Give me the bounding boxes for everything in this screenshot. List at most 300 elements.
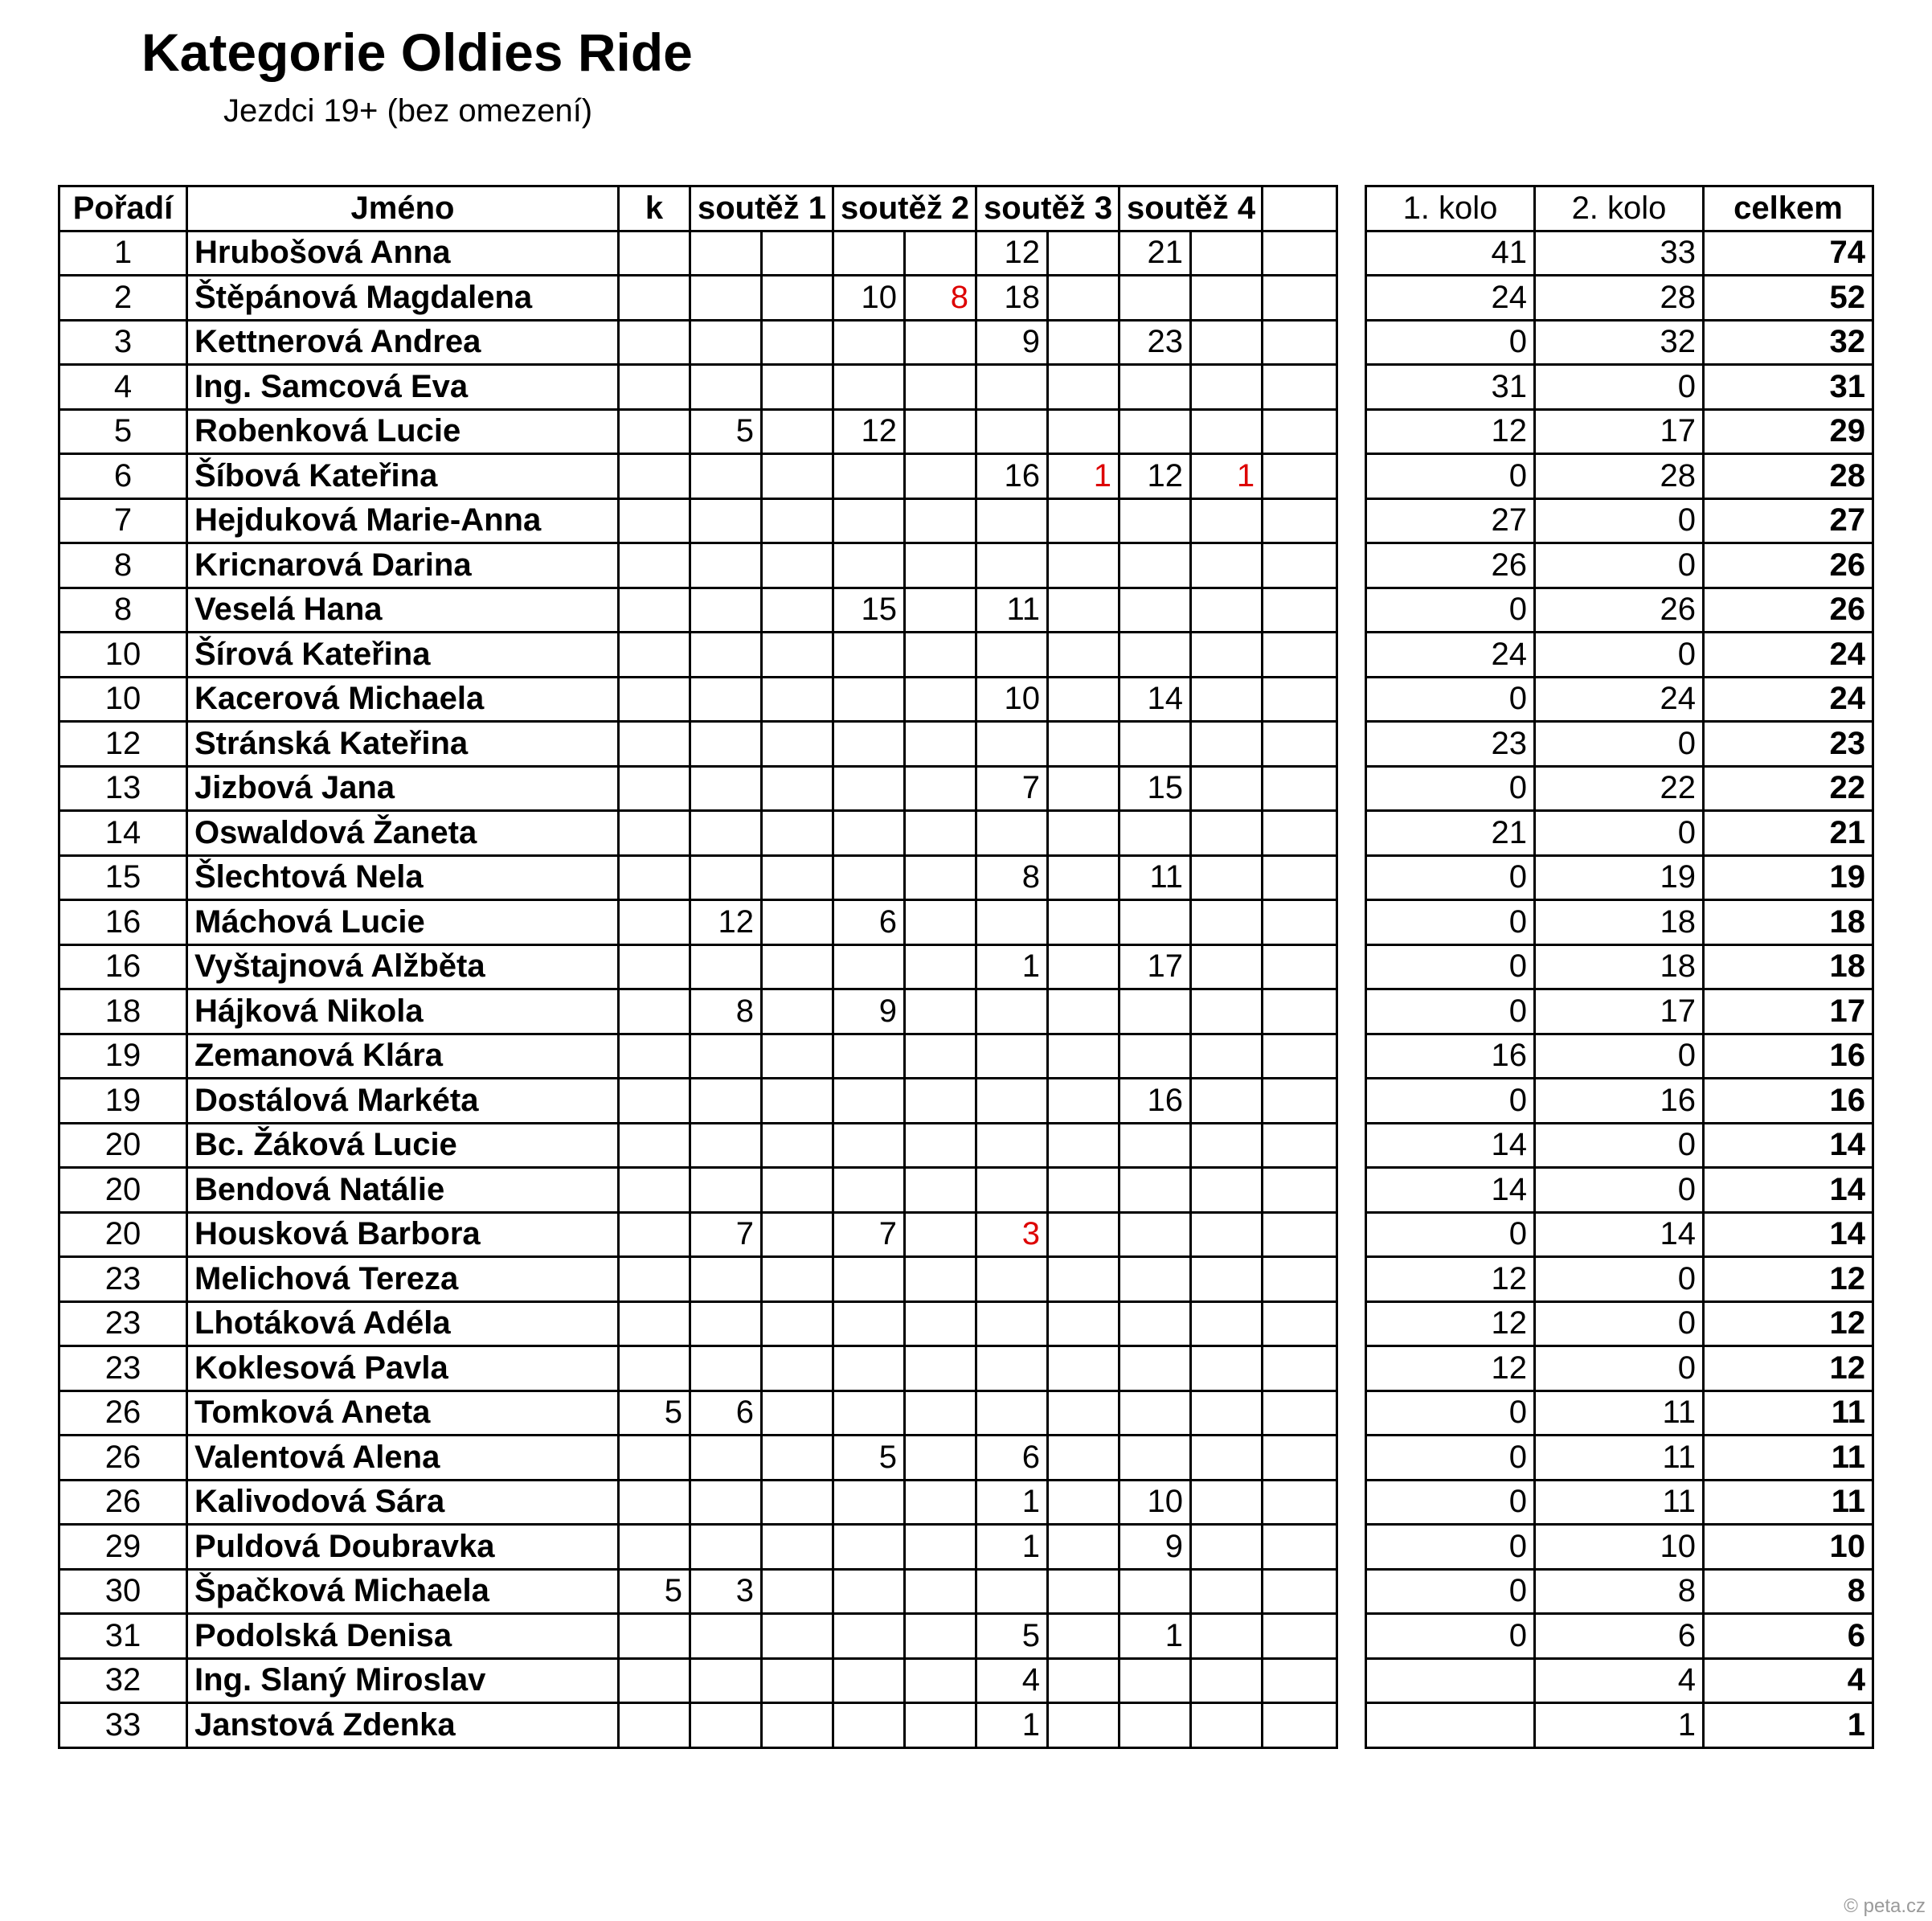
summary-row	[1366, 944, 1873, 989]
k-cell	[619, 944, 690, 989]
extra-cell	[1263, 454, 1337, 499]
round-1-cell: 0	[1366, 677, 1535, 722]
round-2-cell: 28	[1535, 276, 1704, 321]
name-cell: Melichová Tereza	[187, 1257, 619, 1302]
table-row	[59, 722, 1337, 767]
page-subtitle: Jezdci 19+ (bez omezení)	[223, 93, 593, 129]
k-cell	[619, 498, 690, 543]
contest-1-bonus-cell	[762, 365, 833, 410]
contest-2-bonus-cell	[905, 1480, 976, 1525]
round-1-cell: 24	[1366, 633, 1535, 678]
extra-cell	[1263, 409, 1337, 454]
table-row	[59, 454, 1337, 499]
k-cell	[619, 1703, 690, 1748]
k-cell	[619, 588, 690, 633]
total-cell: 10	[1704, 1525, 1873, 1570]
rank-cell: 20	[59, 1123, 187, 1168]
contest-1-score-cell	[690, 633, 762, 678]
round-2-cell: 26	[1535, 588, 1704, 633]
contest-4-bonus-cell	[1191, 409, 1263, 454]
contest-2-bonus-cell	[905, 1569, 976, 1614]
round-1-cell: 12	[1366, 1257, 1535, 1302]
contest-1-score-cell: 3	[690, 1569, 762, 1614]
contest-3-bonus-cell	[1048, 320, 1119, 365]
extra-cell	[1263, 1079, 1337, 1124]
contest-2-score-cell	[833, 766, 905, 811]
round-1-cell: 0	[1366, 454, 1535, 499]
contest-4-bonus-cell	[1191, 1123, 1263, 1168]
contest-4-score-cell	[1119, 811, 1191, 856]
contest-2-score-cell	[833, 1391, 905, 1436]
contest-4-bonus-cell	[1191, 1079, 1263, 1124]
contest-2-score-cell	[833, 454, 905, 499]
contest-3-score-cell: 10	[976, 677, 1048, 722]
contest-1-bonus-cell	[762, 811, 833, 856]
rank-cell: 6	[59, 454, 187, 499]
results-header-row	[59, 186, 1337, 231]
k-cell	[619, 231, 690, 276]
name-cell: Šlechtová Nela	[187, 855, 619, 900]
k-cell	[619, 1614, 690, 1659]
total-cell: 14	[1704, 1212, 1873, 1257]
round-2-cell: 32	[1535, 320, 1704, 365]
name-cell: Podolská Denisa	[187, 1614, 619, 1659]
round-2-cell: 0	[1535, 498, 1704, 543]
contest-4-score-cell: 10	[1119, 1480, 1191, 1525]
contest-3-bonus-cell	[1048, 543, 1119, 588]
contest-4-bonus-cell	[1191, 1301, 1263, 1346]
contest-2-bonus-cell	[905, 1391, 976, 1436]
extra-cell	[1263, 320, 1337, 365]
contest-4-score-cell	[1119, 588, 1191, 633]
round-1-cell: 0	[1366, 766, 1535, 811]
total-cell: 17	[1704, 989, 1873, 1034]
table-row	[59, 989, 1337, 1034]
contest-2-bonus-cell	[905, 1346, 976, 1391]
extra-cell	[1263, 1168, 1337, 1213]
contest-1-score-cell	[690, 1480, 762, 1525]
contest-1-bonus-cell	[762, 1480, 833, 1525]
contest-4-score-cell	[1119, 1658, 1191, 1703]
contest-3-bonus-cell	[1048, 900, 1119, 945]
round-1-cell: 0	[1366, 1212, 1535, 1257]
contest-1-score-cell: 5	[690, 409, 762, 454]
table-row	[59, 365, 1337, 410]
contest-3-bonus-cell	[1048, 1703, 1119, 1748]
round-1-cell: 0	[1366, 944, 1535, 989]
summary-row	[1366, 811, 1873, 856]
name-cell: Jizbová Jana	[187, 766, 619, 811]
contest-2-bonus-cell	[905, 855, 976, 900]
total-cell: 26	[1704, 543, 1873, 588]
contest-4-bonus-cell	[1191, 944, 1263, 989]
total-cell: 19	[1704, 855, 1873, 900]
table-row	[59, 900, 1337, 945]
contest-3-bonus-cell	[1048, 1123, 1119, 1168]
contest-4-score-cell: 14	[1119, 677, 1191, 722]
round-1-cell: 0	[1366, 989, 1535, 1034]
total-cell: 28	[1704, 454, 1873, 499]
k-cell	[619, 722, 690, 767]
rank-cell: 3	[59, 320, 187, 365]
total-cell: 27	[1704, 498, 1873, 543]
rank-cell: 23	[59, 1301, 187, 1346]
rank-cell: 16	[59, 900, 187, 945]
name-cell: Oswaldová Žaneta	[187, 811, 619, 856]
extra-cell	[1263, 1123, 1337, 1168]
contest-2-bonus-cell	[905, 1257, 976, 1302]
contest-3-score-cell: 7	[976, 766, 1048, 811]
contest-4-score-cell	[1119, 1436, 1191, 1481]
contest-3-score-cell	[976, 498, 1048, 543]
contest-3-bonus-cell	[1048, 409, 1119, 454]
table-row	[59, 1346, 1337, 1391]
contest-1-bonus-cell	[762, 454, 833, 499]
contest-2-score-cell: 6	[833, 900, 905, 945]
round-1-cell: 0	[1366, 855, 1535, 900]
contest-1-score-cell: 12	[690, 900, 762, 945]
name-cell: Tomková Aneta	[187, 1391, 619, 1436]
total-cell: 22	[1704, 766, 1873, 811]
contest-3-score-cell	[976, 1391, 1048, 1436]
summary-row	[1366, 365, 1873, 410]
round-2-cell: 0	[1535, 1346, 1704, 1391]
contest-2-score-cell	[833, 1123, 905, 1168]
extra-cell	[1263, 498, 1337, 543]
contest-4-bonus-cell	[1191, 1346, 1263, 1391]
contest-3-bonus-cell	[1048, 1480, 1119, 1525]
round-1-cell	[1366, 1658, 1535, 1703]
rank-cell: 30	[59, 1569, 187, 1614]
extra-cell	[1263, 1525, 1337, 1570]
extra-cell	[1263, 1480, 1337, 1525]
contest-3-bonus-cell	[1048, 498, 1119, 543]
contest-3-score-cell	[976, 1301, 1048, 1346]
contest-3-bonus-cell	[1048, 944, 1119, 989]
name-cell: Špačková Michaela	[187, 1569, 619, 1614]
round-2-cell: 17	[1535, 989, 1704, 1034]
round-1-cell: 0	[1366, 1614, 1535, 1659]
round-1-cell: 12	[1366, 1301, 1535, 1346]
contest-3-score-cell: 18	[976, 276, 1048, 321]
contest-1-bonus-cell	[762, 409, 833, 454]
summary-row	[1366, 1703, 1873, 1748]
total-cell: 4	[1704, 1658, 1873, 1703]
total-cell: 12	[1704, 1257, 1873, 1302]
round-2-cell: 0	[1535, 1034, 1704, 1079]
name-cell: Housková Barbora	[187, 1212, 619, 1257]
contest-2-bonus-cell	[905, 1301, 976, 1346]
contest-1-score-cell	[690, 1658, 762, 1703]
contest-4-bonus-cell	[1191, 1569, 1263, 1614]
contest-4-score-cell	[1119, 1346, 1191, 1391]
rank-cell: 20	[59, 1168, 187, 1213]
total-cell: 26	[1704, 588, 1873, 633]
contest-4-bonus-cell	[1191, 276, 1263, 321]
contest-3-bonus-cell	[1048, 766, 1119, 811]
name-cell: Hájková Nikola	[187, 989, 619, 1034]
contest-1-score-cell	[690, 276, 762, 321]
contest-3-bonus-cell	[1048, 365, 1119, 410]
summary-row	[1366, 766, 1873, 811]
summary-header-row	[1366, 186, 1873, 231]
results-table	[58, 185, 1338, 1749]
summary-row	[1366, 320, 1873, 365]
round-2-cell: 24	[1535, 677, 1704, 722]
summary-row	[1366, 1346, 1873, 1391]
summary-row	[1366, 900, 1873, 945]
round-2-cell: 1	[1535, 1703, 1704, 1748]
contest-4-bonus-cell	[1191, 1658, 1263, 1703]
contest-2-bonus-cell	[905, 1703, 976, 1748]
contest-3-score-cell	[976, 1257, 1048, 1302]
contest-1-score-cell	[690, 1614, 762, 1659]
contest-2-bonus-cell	[905, 1212, 976, 1257]
round-1-cell: 31	[1366, 365, 1535, 410]
contest-4-bonus-cell	[1191, 588, 1263, 633]
name-cell: Šíbová Kateřina	[187, 454, 619, 499]
k-cell	[619, 633, 690, 678]
round-2-cell: 0	[1535, 543, 1704, 588]
round-2-cell: 33	[1535, 231, 1704, 276]
contest-2-score-cell	[833, 543, 905, 588]
contest-4-bonus-cell	[1191, 320, 1263, 365]
round-1-cell: 23	[1366, 722, 1535, 767]
contest-1-bonus-cell	[762, 989, 833, 1034]
name-cell: Kricnarová Darina	[187, 543, 619, 588]
contest-1-score-cell	[690, 1257, 762, 1302]
contest-2-bonus-cell	[905, 811, 976, 856]
rank-cell: 26	[59, 1480, 187, 1525]
table-row	[59, 1391, 1337, 1436]
contest-1-bonus-cell	[762, 855, 833, 900]
contest-2-score-cell	[833, 1257, 905, 1302]
contest-3-score-cell	[976, 1123, 1048, 1168]
name-cell: Puldová Doubravka	[187, 1525, 619, 1570]
round-2-cell: 0	[1535, 633, 1704, 678]
contest-4-bonus-cell	[1191, 855, 1263, 900]
summary-row	[1366, 588, 1873, 633]
total-cell: 1	[1704, 1703, 1873, 1748]
rank-cell: 1	[59, 231, 187, 276]
contest-1-bonus-cell	[762, 543, 833, 588]
contest-1-bonus-cell	[762, 276, 833, 321]
k-cell	[619, 320, 690, 365]
contest-2-bonus-cell: 8	[905, 276, 976, 321]
k-cell: 5	[619, 1391, 690, 1436]
contest-2-bonus-cell	[905, 231, 976, 276]
total-cell: 29	[1704, 409, 1873, 454]
contest-1-score-cell	[690, 1168, 762, 1213]
k-cell	[619, 1480, 690, 1525]
contest-3-score-cell	[976, 1168, 1048, 1213]
header-contest-1: soutěž 1	[690, 186, 833, 231]
total-cell: 16	[1704, 1079, 1873, 1124]
contest-2-score-cell: 5	[833, 1436, 905, 1481]
contest-3-score-cell: 8	[976, 855, 1048, 900]
contest-3-score-cell	[976, 1034, 1048, 1079]
rank-cell: 13	[59, 766, 187, 811]
total-cell: 31	[1704, 365, 1873, 410]
round-1-cell: 0	[1366, 1079, 1535, 1124]
contest-2-score-cell	[833, 1079, 905, 1124]
rank-cell: 19	[59, 1034, 187, 1079]
extra-cell	[1263, 365, 1337, 410]
contest-3-bonus-cell	[1048, 1658, 1119, 1703]
contest-3-score-cell: 1	[976, 1525, 1048, 1570]
contest-4-bonus-cell	[1191, 1480, 1263, 1525]
contest-2-score-cell	[833, 944, 905, 989]
contest-4-bonus-cell	[1191, 1436, 1263, 1481]
contest-2-score-cell	[833, 1168, 905, 1213]
round-1-cell: 12	[1366, 409, 1535, 454]
table-row	[59, 1079, 1337, 1124]
contest-4-score-cell	[1119, 1212, 1191, 1257]
name-cell: Kalivodová Sára	[187, 1480, 619, 1525]
contest-2-score-cell	[833, 1614, 905, 1659]
summary-row	[1366, 1480, 1873, 1525]
contest-1-bonus-cell	[762, 1614, 833, 1659]
contest-3-score-cell: 1	[976, 1703, 1048, 1748]
contest-4-score-cell: 9	[1119, 1525, 1191, 1570]
contest-1-bonus-cell	[762, 1079, 833, 1124]
contest-1-bonus-cell	[762, 1658, 833, 1703]
summary-row	[1366, 1391, 1873, 1436]
contest-4-score-cell: 16	[1119, 1079, 1191, 1124]
contest-4-score-cell	[1119, 1123, 1191, 1168]
summary-row	[1366, 1436, 1873, 1481]
name-cell: Robenková Lucie	[187, 409, 619, 454]
contest-3-bonus-cell	[1048, 1301, 1119, 1346]
rank-cell: 32	[59, 1658, 187, 1703]
contest-3-score-cell	[976, 365, 1048, 410]
rank-cell: 33	[59, 1703, 187, 1748]
contest-4-bonus-cell	[1191, 1168, 1263, 1213]
round-2-cell: 11	[1535, 1436, 1704, 1481]
name-cell: Vyštajnová Alžběta	[187, 944, 619, 989]
rank-cell: 12	[59, 722, 187, 767]
contest-4-score-cell	[1119, 498, 1191, 543]
table-row	[59, 1257, 1337, 1302]
contest-2-score-cell	[833, 633, 905, 678]
table-row	[59, 1168, 1337, 1213]
contest-4-score-cell	[1119, 900, 1191, 945]
extra-cell	[1263, 231, 1337, 276]
round-1-cell: 0	[1366, 900, 1535, 945]
contest-1-score-cell	[690, 944, 762, 989]
contest-1-bonus-cell	[762, 1123, 833, 1168]
table-row	[59, 1569, 1337, 1614]
contest-4-score-cell	[1119, 1301, 1191, 1346]
summary-row	[1366, 1301, 1873, 1346]
contest-2-bonus-cell	[905, 1614, 976, 1659]
k-cell	[619, 365, 690, 410]
round-1-cell: 41	[1366, 231, 1535, 276]
contest-1-bonus-cell	[762, 900, 833, 945]
table-row	[59, 677, 1337, 722]
contest-3-score-cell	[976, 811, 1048, 856]
rank-cell: 16	[59, 944, 187, 989]
table-row	[59, 543, 1337, 588]
round-2-cell: 0	[1535, 1301, 1704, 1346]
contest-4-score-cell: 17	[1119, 944, 1191, 989]
contest-1-score-cell	[690, 855, 762, 900]
contest-1-bonus-cell	[762, 1212, 833, 1257]
contest-3-score-cell	[976, 1569, 1048, 1614]
extra-cell	[1263, 276, 1337, 321]
rank-cell: 5	[59, 409, 187, 454]
name-cell: Šírová Kateřina	[187, 633, 619, 678]
contest-3-score-cell: 5	[976, 1614, 1048, 1659]
total-cell: 18	[1704, 900, 1873, 945]
round-1-cell: 0	[1366, 588, 1535, 633]
rank-cell: 4	[59, 365, 187, 410]
contest-4-score-cell	[1119, 276, 1191, 321]
contest-1-score-cell	[690, 1079, 762, 1124]
contest-2-score-cell	[833, 231, 905, 276]
extra-cell	[1263, 900, 1337, 945]
contest-1-score-cell	[690, 231, 762, 276]
contest-1-score-cell: 7	[690, 1212, 762, 1257]
contest-3-bonus-cell	[1048, 1525, 1119, 1570]
contest-3-score-cell: 12	[976, 231, 1048, 276]
round-1-cell: 0	[1366, 1569, 1535, 1614]
contest-4-score-cell: 23	[1119, 320, 1191, 365]
contest-1-score-cell	[690, 588, 762, 633]
header-contest-2: soutěž 2	[833, 186, 976, 231]
k-cell	[619, 1436, 690, 1481]
total-cell: 11	[1704, 1480, 1873, 1525]
contest-1-bonus-cell	[762, 498, 833, 543]
summary-row	[1366, 989, 1873, 1034]
contest-2-bonus-cell	[905, 1034, 976, 1079]
contest-3-bonus-cell	[1048, 1034, 1119, 1079]
extra-cell	[1263, 1436, 1337, 1481]
contest-1-bonus-cell	[762, 320, 833, 365]
round-2-cell: 6	[1535, 1614, 1704, 1659]
table-row	[59, 1614, 1337, 1659]
contest-4-bonus-cell	[1191, 766, 1263, 811]
contest-2-score-cell: 9	[833, 989, 905, 1034]
k-cell	[619, 454, 690, 499]
contest-2-bonus-cell	[905, 588, 976, 633]
contest-3-score-cell: 1	[976, 1480, 1048, 1525]
contest-3-score-cell	[976, 633, 1048, 678]
contest-4-bonus-cell	[1191, 498, 1263, 543]
contest-3-bonus-cell	[1048, 811, 1119, 856]
extra-cell	[1263, 543, 1337, 588]
summary-row	[1366, 1123, 1873, 1168]
round-1-cell: 27	[1366, 498, 1535, 543]
table-row	[59, 231, 1337, 276]
table-row	[59, 944, 1337, 989]
contest-4-bonus-cell	[1191, 1212, 1263, 1257]
header-round-1: 1. kolo	[1366, 186, 1535, 231]
extra-cell	[1263, 1614, 1337, 1659]
contest-4-bonus-cell	[1191, 231, 1263, 276]
name-cell: Bc. Žáková Lucie	[187, 1123, 619, 1168]
header-contest-3: soutěž 3	[976, 186, 1119, 231]
extra-cell	[1263, 633, 1337, 678]
contest-1-score-cell: 6	[690, 1391, 762, 1436]
contest-4-bonus-cell	[1191, 900, 1263, 945]
contest-2-score-cell	[833, 1658, 905, 1703]
k-cell	[619, 811, 690, 856]
summary-row	[1366, 1569, 1873, 1614]
round-1-cell: 21	[1366, 811, 1535, 856]
total-cell: 16	[1704, 1034, 1873, 1079]
round-2-cell: 14	[1535, 1212, 1704, 1257]
